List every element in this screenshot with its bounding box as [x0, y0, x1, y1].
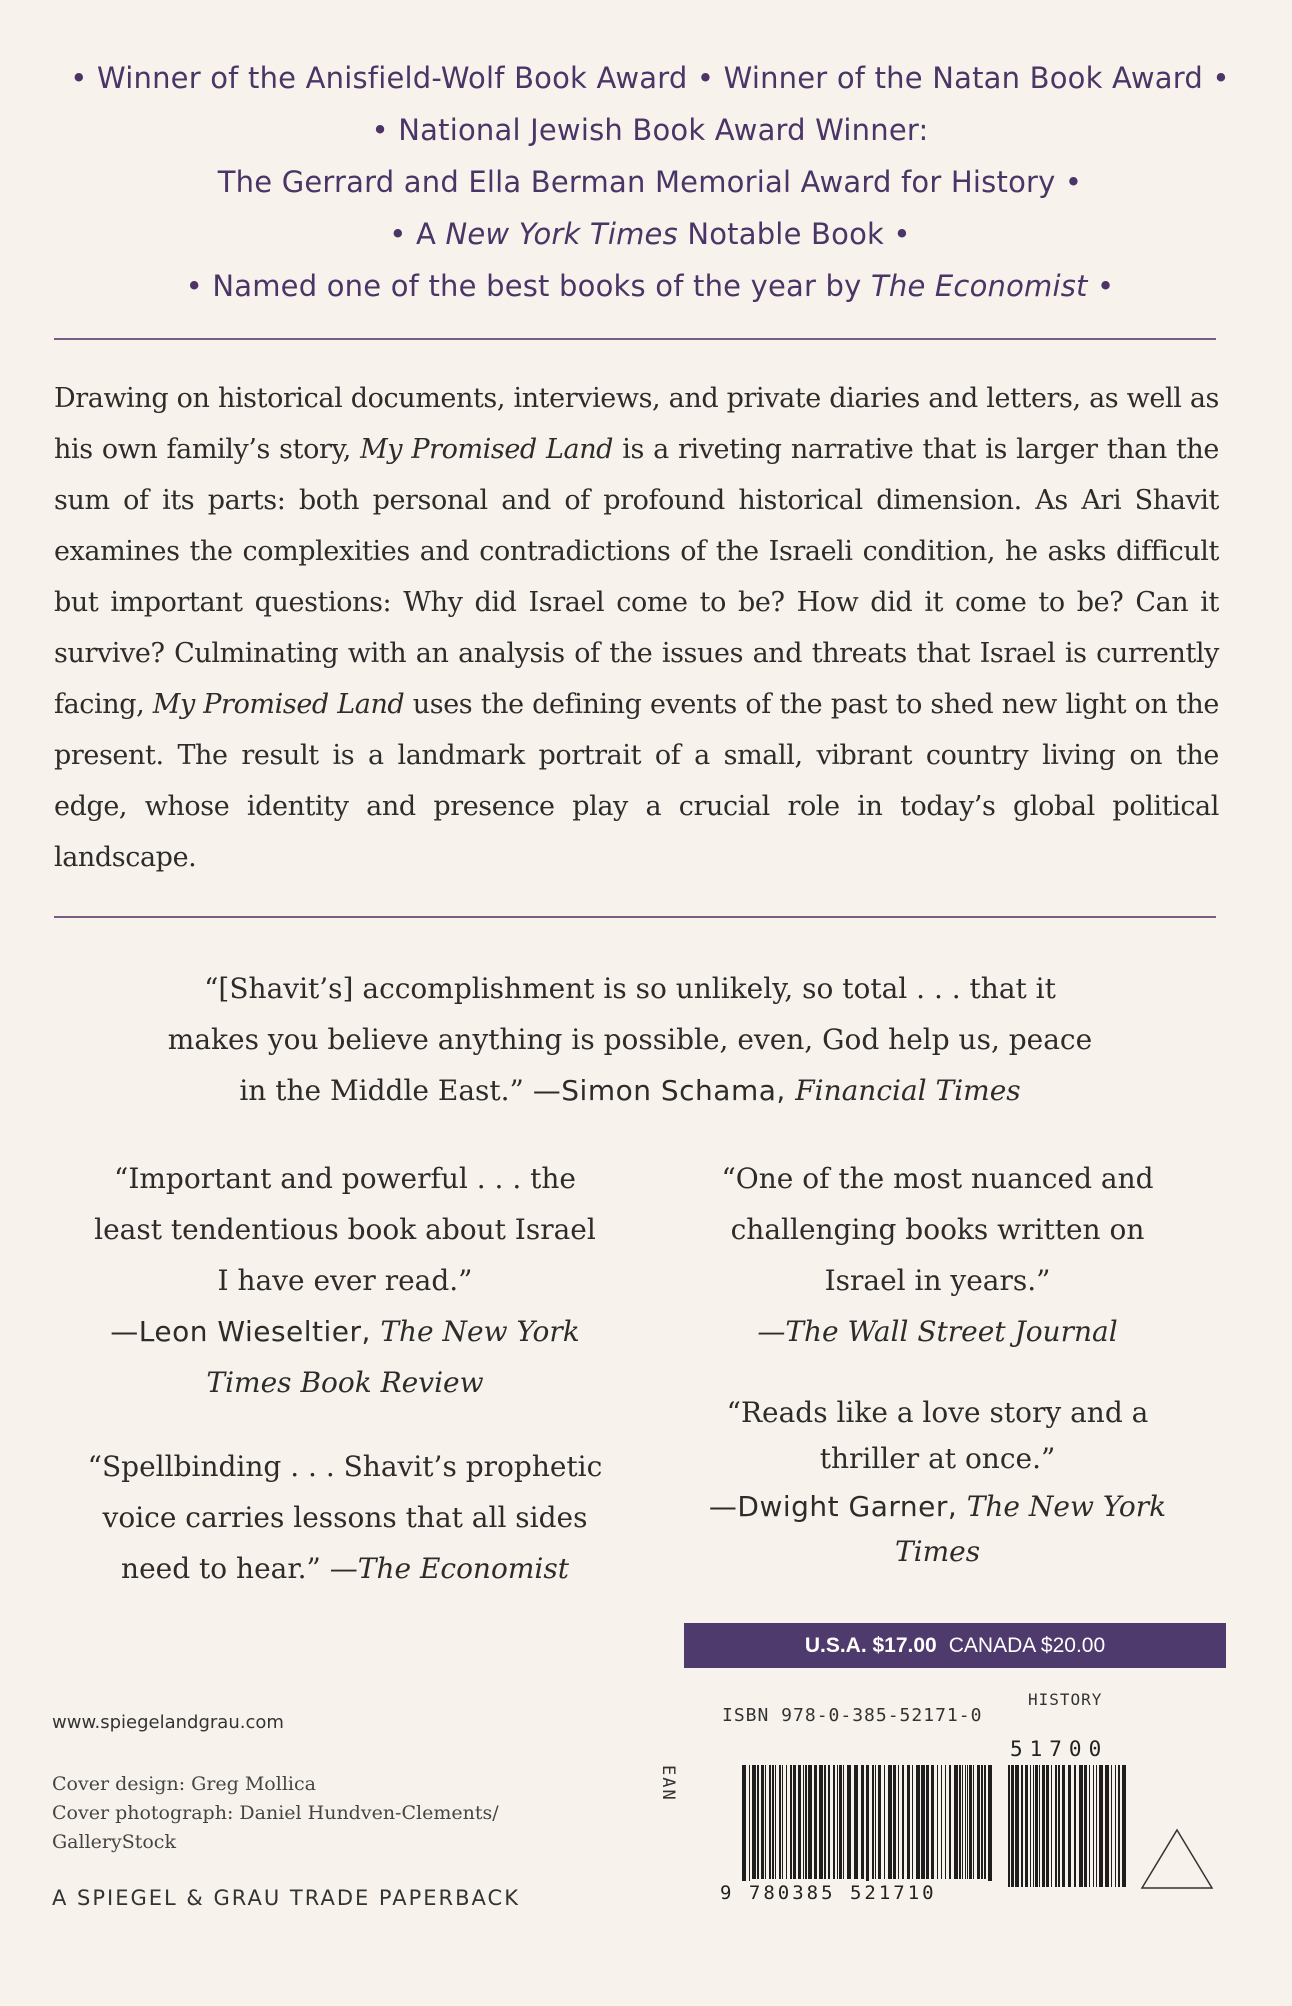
- barcode-bar: [965, 1765, 966, 1879]
- barcode-bar: [1118, 1765, 1120, 1887]
- barcode-bar: [847, 1765, 851, 1879]
- quote-wieseltier: [40, 1153, 650, 1408]
- quote-economist: [40, 1441, 650, 1594]
- barcode-bar: [769, 1765, 771, 1879]
- barcode-bar: [854, 1765, 858, 1879]
- quote-line: “Important and powerful . . . the: [114, 1162, 576, 1195]
- barcode-bar: [893, 1765, 896, 1879]
- quote-attribution: [660, 1306, 1215, 1357]
- barcode-bar: [1011, 1765, 1014, 1887]
- award-line: • National Jewish Book Award Winner:: [371, 113, 929, 147]
- award-line: [40, 208, 1260, 260]
- barcode-bar: [861, 1765, 864, 1879]
- featured-quote: [60, 963, 1200, 1116]
- barcode-bar: [1030, 1765, 1031, 1887]
- barcode-bar: [1074, 1765, 1076, 1887]
- barcode-bar: [803, 1765, 804, 1879]
- description-text: Drawing on historical documents, interviews, and private diaries and letters, as well as his own family’s story,: [54, 383, 1219, 465]
- barcode-supplement: [1008, 1765, 1130, 1899]
- quote-publication: Times Book Review: [206, 1366, 484, 1399]
- barcode-bar: [772, 1765, 774, 1879]
- divider: [54, 338, 1216, 340]
- quote-line: Israel in years.”: [824, 1264, 1051, 1297]
- price-code: 51700: [1010, 1737, 1109, 1761]
- cover-photo-credit: GalleryStock: [52, 1831, 176, 1853]
- barcode-bar: [866, 1765, 869, 1881]
- award-text: • Named one of the best books of the year by: [185, 269, 871, 303]
- barcode-bar: [775, 1765, 776, 1879]
- barcode-bar: [765, 1765, 766, 1879]
- barcode-bar: [945, 1765, 946, 1879]
- website: www.spiegelandgrau.com: [52, 1712, 284, 1733]
- barcode-bar: [973, 1765, 974, 1879]
- barcode-bar: [1079, 1765, 1083, 1887]
- isbn-label: ISBN 978-0-385-52171-0: [722, 1705, 983, 1726]
- award-line: • Winner of the Anisfield-Wolf Book Award • Winner of the Natan Book Award •: [70, 61, 1230, 95]
- quote-garner: [660, 1390, 1215, 1572]
- quote-line: “One of the most nuanced and: [721, 1162, 1154, 1195]
- ean-label: EAN: [658, 1765, 678, 1802]
- award-line: The Gerrard and Ella Berman Memorial Award for History •: [217, 165, 1083, 199]
- quote-line: thriller at once.”: [819, 1442, 1056, 1475]
- barcode-bar: [837, 1765, 838, 1879]
- quote-attribution: [660, 1482, 1215, 1532]
- barcode-bar: [967, 1765, 968, 1879]
- cover-credits: [52, 1770, 499, 1857]
- barcode-bar: [814, 1765, 817, 1879]
- barcode-bar: [824, 1765, 826, 1879]
- barcode-bar: [954, 1765, 958, 1879]
- barcode-bar: [1062, 1765, 1065, 1887]
- barcode-bar: [786, 1765, 787, 1879]
- barcode-bar: [1025, 1765, 1028, 1887]
- book-description: [54, 373, 1219, 883]
- divider: [54, 916, 1216, 918]
- quote-line: challenging books written on: [730, 1213, 1145, 1246]
- price-usa: U.S.A. $17.00: [804, 1633, 937, 1657]
- award-publication: The Economist: [870, 269, 1088, 303]
- barcode-bar: [757, 1765, 759, 1879]
- barcode-bar: [1015, 1765, 1019, 1887]
- barcode-bar: [839, 1765, 842, 1879]
- quote-publication: The New York: [380, 1315, 580, 1348]
- barcode-bar: [779, 1765, 781, 1879]
- quote-publication: Times: [894, 1535, 981, 1568]
- barcode-bar: [884, 1765, 885, 1879]
- barcode-bar: [984, 1765, 986, 1879]
- award-text: • A: [389, 217, 446, 251]
- barcode-bar: [1008, 1765, 1010, 1887]
- quote-publication: The New York: [966, 1490, 1167, 1523]
- barcode-bar: [752, 1765, 756, 1879]
- quote-text: in the Middle East.”: [239, 1074, 533, 1107]
- barcode-bar: [1096, 1765, 1097, 1887]
- book-title: My Promised Land: [360, 434, 614, 465]
- quote-line: [60, 1065, 1200, 1116]
- description-text: uses the defining events of the past to shed new light on the present. The result is a landmark portrait of a small, vibrant country living on the edge, whose identity and presence play a crucial role in today’s global political landscape.: [54, 689, 1219, 873]
- barcode: [742, 1765, 992, 1881]
- quote-text: need to hear.”: [121, 1552, 330, 1585]
- barcode-bar: [805, 1765, 807, 1879]
- barcode-bar: [1046, 1765, 1049, 1887]
- quote-line: voice carries lessons that all sides: [102, 1501, 588, 1534]
- barcode-bar: [1042, 1765, 1045, 1887]
- barcode-bar: [749, 1765, 750, 1881]
- barcode-bar: [977, 1765, 980, 1879]
- barcode-bar: [1099, 1765, 1103, 1887]
- barcode-bar: [782, 1765, 783, 1879]
- cover-photo-credit: Cover photograph: Daniel Hundven-Clements/: [52, 1802, 499, 1824]
- barcode-bar: [1111, 1765, 1112, 1887]
- barcode-bar: [843, 1765, 844, 1879]
- barcode-bar: [833, 1765, 835, 1879]
- barcode-bar: [1105, 1765, 1109, 1887]
- barcode-bar: [902, 1765, 904, 1879]
- quote-line: I have ever read.”: [217, 1264, 473, 1297]
- barcode-bar: [962, 1765, 963, 1879]
- category-label: HISTORY: [1028, 1690, 1103, 1709]
- barcode-bar: [1115, 1765, 1116, 1887]
- barcode-bar: [1039, 1765, 1040, 1887]
- barcode-bar: [875, 1765, 876, 1879]
- award-text: •: [1087, 269, 1115, 303]
- barcode-bar: [898, 1765, 899, 1879]
- barcode-bar: [1058, 1765, 1060, 1887]
- barcode-bar: [1051, 1765, 1052, 1887]
- quote-line: makes you believe anything is possible, even, God help us, peace: [167, 1023, 1093, 1056]
- quote-publication: —The Economist: [329, 1552, 569, 1585]
- barcode-bar: [1021, 1765, 1023, 1887]
- barcode-bar: [921, 1765, 925, 1879]
- barcode-bar: [1068, 1765, 1071, 1887]
- quote-wsj: [660, 1153, 1215, 1357]
- quote-author: —Simon Schama,: [532, 1074, 796, 1107]
- barcode-bar: [959, 1765, 961, 1879]
- barcode-bar: [1035, 1765, 1038, 1887]
- barcode-bar: [1033, 1765, 1034, 1887]
- quote-line: “[Shavit’s] accomplishment is so unlikely, so total . . . that it: [204, 972, 1056, 1005]
- quote-publication: —The Wall Street Journal: [757, 1315, 1118, 1348]
- barcode-bar: [937, 1765, 938, 1879]
- barcode-bar: [941, 1765, 942, 1879]
- quote-line: “Reads like a love story and a: [726, 1396, 1149, 1429]
- quote-attribution: [40, 1306, 650, 1357]
- barcode-bar: [1122, 1765, 1126, 1887]
- award-text: Notable Book •: [677, 217, 911, 251]
- barcode-bar: [916, 1765, 920, 1879]
- barcode-bar: [872, 1765, 874, 1879]
- cover-design-credit: Cover design: Greg Mollica: [52, 1773, 316, 1795]
- barcode-bar: [828, 1765, 830, 1879]
- barcode-bar: [798, 1765, 801, 1879]
- barcode-bar: [761, 1765, 764, 1879]
- barcode-bar: [988, 1765, 992, 1881]
- award-publication: New York Times: [445, 217, 678, 251]
- barcode-bar: [912, 1765, 913, 1879]
- quote-author: —Dwight Garner,: [708, 1490, 967, 1523]
- barcode-bar: [1084, 1765, 1087, 1887]
- quote-attribution: [660, 1532, 1215, 1572]
- quote-line: “Spellbinding . . . Shavit’s prophetic: [87, 1450, 603, 1483]
- barcode-bar: [878, 1765, 881, 1879]
- quote-attribution: [40, 1357, 650, 1408]
- book-title: My Promised Land: [152, 689, 405, 720]
- barcode-digits: 9 780385 521710: [720, 1882, 937, 1904]
- barcode-bar: [949, 1765, 951, 1879]
- imprint: A SPIEGEL & GRAU TRADE PAPERBACK: [52, 1886, 520, 1910]
- price-bar: [684, 1623, 1226, 1668]
- barcode-bar: [793, 1765, 796, 1879]
- barcode-bar: [790, 1765, 792, 1879]
- barcode-bar: [931, 1765, 934, 1879]
- barcode-bar: [808, 1765, 812, 1879]
- quote-line: [40, 1543, 650, 1594]
- barcode-bar: [1089, 1765, 1090, 1887]
- barcode-bar: [969, 1765, 972, 1879]
- quote-publication: Financial Times: [795, 1074, 1021, 1107]
- price-canada: CANADA $20.00: [948, 1633, 1106, 1657]
- barcode-bar: [888, 1765, 892, 1879]
- quote-line: least tendentious book about Israel: [94, 1213, 596, 1246]
- awards-list: [40, 52, 1260, 312]
- award-line: [40, 260, 1260, 312]
- quote-author: —Leon Wieseltier,: [110, 1315, 381, 1348]
- barcode-bar: [1055, 1765, 1057, 1887]
- barcode-bar: [1093, 1765, 1094, 1887]
- barcode-bar: [981, 1765, 983, 1879]
- barcode-bar: [742, 1765, 746, 1881]
- barcode-bar: [926, 1765, 929, 1879]
- barcode-bar: [819, 1765, 823, 1879]
- description-text: is a riveting narrative that is larger than the sum of its parts: both personal and of profound historical dimension. As Ari Shavit examines the complexities and contradictions of the Israeli condition, he asks difficult but important questions: Why did Israel come to be? How did it come to be? Can it survive? Culminating with an analysis of the issues and threats that Israel is currently facing,: [54, 434, 1219, 720]
- triangle-icon: [1140, 1828, 1214, 1890]
- barcode-bar: [907, 1765, 910, 1879]
